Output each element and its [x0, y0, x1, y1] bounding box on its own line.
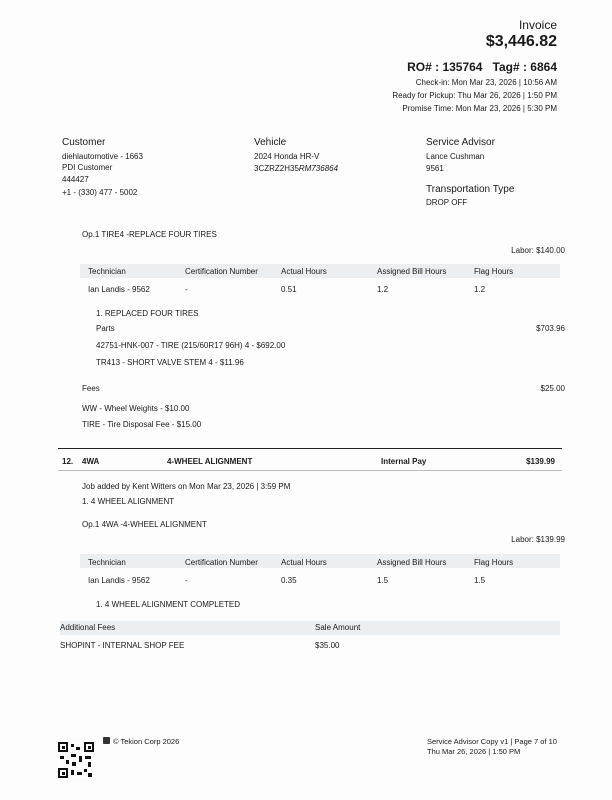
op1-actual: 0.51 [281, 285, 297, 294]
customer-name: diehlautomotive - 1663 [62, 152, 143, 161]
advisor-name: Lance Cushman [426, 152, 485, 161]
customer-number: 444427 [62, 175, 89, 184]
ro-tag-line [407, 60, 557, 74]
job12-concern: 1. 4 WHEEL ALIGNMENT [82, 497, 175, 506]
op1-th-flag: Flag Hours [474, 267, 514, 276]
tag-label: Tag# : [492, 60, 527, 74]
job12-th-cert: Certification Number [185, 558, 258, 567]
transport-title: Transportation Type [426, 184, 515, 195]
ro-label: RO# : [407, 60, 440, 74]
job12-top-divider [58, 448, 562, 449]
job12-th-actual: Actual Hours [281, 558, 327, 567]
job12-labor: Labor: $139.99 [511, 535, 565, 544]
job12-pay-type: Internal Pay [381, 457, 427, 466]
additional-fees-header-band [60, 621, 560, 635]
job12-cert: - [185, 576, 188, 585]
tag-number: 6864 [530, 60, 557, 74]
printed-timestamp: Thu Mar 26, 2026 | 1:50 PM [427, 747, 521, 756]
job12-technician: Ian Landis - 9562 [88, 576, 150, 585]
op1-fee-disposal: TIRE - Tire Disposal Fee - $15.00 [82, 420, 202, 429]
advisor-id: 9561 [426, 164, 444, 173]
vin-suffix: RM736864 [298, 164, 339, 173]
vin-prefix: 3CZRZ2H35 [254, 164, 299, 173]
op1-assigned: 1.2 [377, 285, 389, 294]
vehicle-title: Vehicle [254, 137, 287, 148]
op1-fees-total: $25.00 [540, 384, 565, 393]
op1-th-actual: Actual Hours [281, 267, 327, 276]
customer-type: PDI Customer [62, 163, 113, 172]
job12-assigned: 1.5 [377, 576, 389, 585]
op1-part-valve: TR413 - SHORT VALVE STEM 4 - $11.96 [96, 358, 244, 367]
job12-number: 12. [62, 457, 74, 466]
op1-fee-weights: WW - Wheel Weights - $10.00 [82, 404, 190, 413]
op1-th-assigned: Assigned Bill Hours [377, 267, 447, 276]
op1-th-technician: Technician [88, 267, 126, 276]
additional-fees-th-amount: Sale Amount [315, 623, 361, 632]
vehicle-vin [254, 164, 338, 173]
op1-technician: Ian Landis - 9562 [88, 285, 150, 294]
op1-cert: - [185, 285, 188, 294]
op1-th-cert: Certification Number [185, 267, 258, 276]
job12-desc: 4-WHEEL ALIGNMENT [167, 457, 253, 466]
job12-th-flag: Flag Hours [474, 558, 514, 567]
job12-added: Job added by Kent Witters on Mon Mar 23, 2026 | 3:59 PM [82, 482, 291, 491]
transport-value: DROP OFF [426, 198, 468, 207]
job12-th-technician: Technician [88, 558, 126, 567]
job12-bottom-divider [58, 470, 562, 471]
copy-page-info: Service Advisor Copy v1 | Page 7 of 10 [427, 737, 557, 746]
additional-fee-name: SHOPINT - INTERNAL SHOP FEE [60, 641, 185, 650]
vehicle-model: 2024 Honda HR-V [254, 152, 320, 161]
ready-time: Ready for Pickup: Thu Mar 26, 2026 | 1:50 PM [392, 91, 557, 100]
qr-code-icon [58, 742, 94, 778]
job12-amount: $139.99 [526, 457, 555, 466]
invoice-total: $3,446.82 [485, 33, 557, 50]
job12-flag: 1.5 [474, 576, 486, 585]
additional-fee-amount: $35.00 [315, 641, 340, 650]
customer-title: Customer [62, 137, 106, 148]
ro-number: 135764 [442, 60, 483, 74]
customer-phone: +1 - (330) 477 - 5002 [62, 188, 138, 197]
checkin-time: Check-in: Mon Mar 23, 2026 | 10:56 AM [415, 78, 557, 87]
promise-time: Promise Time: Mon Mar 23, 2026 | 5:30 PM [402, 104, 557, 113]
op1-title: Op.1 TIRE4 -REPLACE FOUR TIRES [82, 230, 217, 239]
job12-story: 1. 4 WHEEL ALIGNMENT COMPLETED [96, 600, 241, 609]
tekion-logo-icon [103, 737, 110, 744]
additional-fees-th-name: Additional Fees [60, 623, 116, 632]
job12-code: 4WA [82, 457, 100, 466]
op1-parts-total: $703.96 [536, 324, 565, 333]
op1-story: 1. REPLACED FOUR TIRES [96, 309, 199, 318]
op1-part-tire: 42751-HNK-007 - TIRE (215/60R17 96H) 4 - $692.00 [96, 341, 286, 350]
job12-actual: 0.35 [281, 576, 297, 585]
copyright-text: © Tekion Corp 2026 [113, 737, 180, 746]
job12-th-assigned: Assigned Bill Hours [377, 558, 447, 567]
op1-labor: Labor: $140.00 [511, 246, 565, 255]
op1-fees-label: Fees [82, 384, 100, 393]
op1-flag: 1.2 [474, 285, 486, 294]
invoice-label: Invoice [518, 18, 557, 32]
op1-parts-label: Parts [96, 324, 115, 333]
advisor-title: Service Advisor [426, 137, 495, 148]
job12-op-title: Op.1 4WA -4-WHEEL ALIGNMENT [82, 520, 207, 529]
